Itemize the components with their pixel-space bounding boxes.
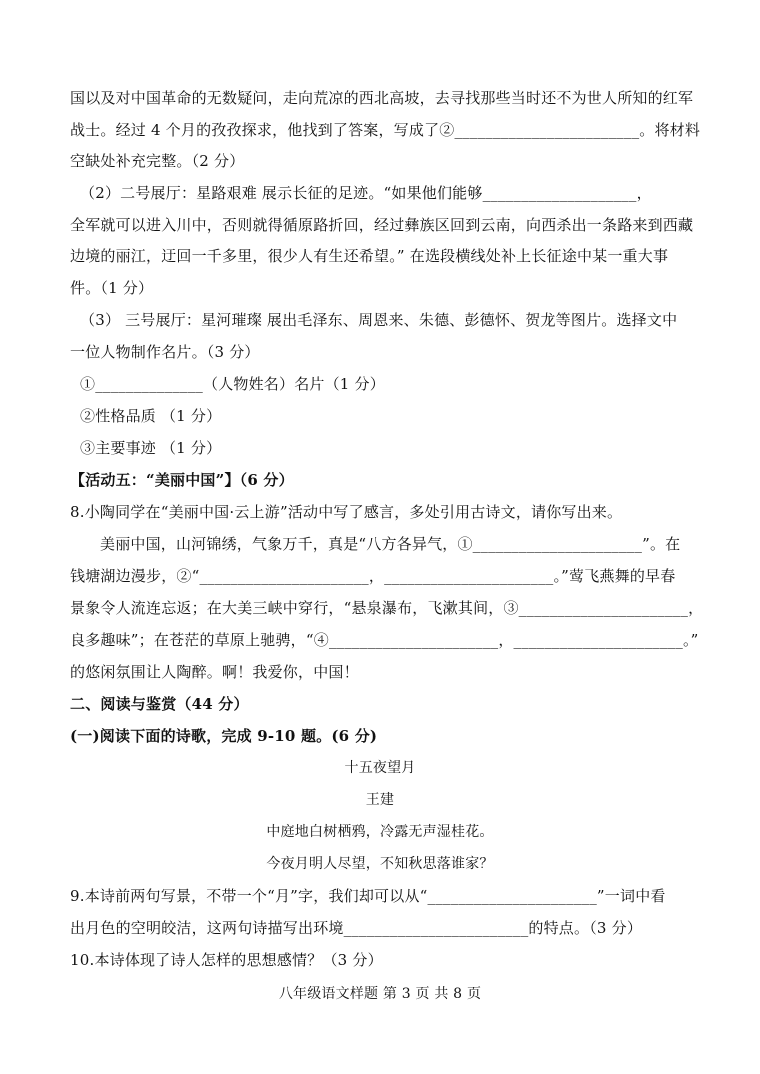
- question-part-3: （3） 三号展厅：星河璀璨 展出毛泽东、周恩来、朱德、彭德怀、贺龙等图片。选择文中: [80, 311, 678, 329]
- question-9: 9.本诗前两句写景，不带一个“月”字，我们却可以从“______________________”一词中看: [70, 887, 666, 905]
- text-line: 美丽中国，山河锦绣，气象万千，真是“八方各异气，①______________________”。在: [100, 535, 681, 553]
- reading-part-one-heading: (一)阅读下面的诗歌，完成 9-10 题。(6 分): [70, 727, 378, 745]
- text-line: 的悠闲氛围让人陶醉。啊！我爱你，中国！: [70, 663, 359, 681]
- poem-line-2: 今夜月明人尽望，不知秋思落谁家？: [266, 856, 494, 872]
- question-part-2: （2）二号展厅：星路艰难 展示长征的足迹。“如果他们能够____________________，: [80, 184, 652, 202]
- poem-title: 十五夜望月: [344, 760, 416, 776]
- text-line: 边境的丽江，迂回一千多里，很少人有生还希望。” 在选段横线处补上长征途中某一重大事: [70, 247, 669, 265]
- question-10: 10.本诗体现了诗人怎样的思想感情？（3 分）: [70, 951, 383, 969]
- card-item-character: ②性格品质 （1 分）: [80, 407, 222, 425]
- page-footer: 八年级语文样题 第 3 页 共 8 页: [278, 986, 482, 1002]
- card-item-deeds: ③主要事迹 （1 分）: [80, 439, 222, 457]
- activity-five-heading: 【活动五：“美丽中国”】（6 分）: [70, 471, 294, 489]
- text-line: 空缺处补充完整。（2 分）: [70, 152, 245, 170]
- text-line: 战士。经过 4 个月的孜孜探求，他找到了答案，写成了②________________________。将材料: [70, 121, 701, 139]
- text-line: 良多趣味”；在苍茫的草原上驰骋，“④______________________，______________________。”: [70, 631, 699, 649]
- question-8: 8.小陶同学在“美丽中国·云上游”活动中写了感言，多处引用古诗文，请你写出来。: [70, 503, 623, 521]
- text-line: 出月色的空明皎洁，这两句诗描写出环境________________________的特点。（3 分）: [70, 919, 643, 937]
- text-line: 全军就可以进入川中，否则就得循原路折回，经过彝族区回到云南，向西杀出一条路来到西藏: [70, 216, 694, 234]
- poem-author: 王建: [365, 792, 395, 808]
- text-line: 一位人物制作名片。（3 分）: [70, 343, 260, 361]
- text-line: 国以及对中国革命的无数疑问，走向荒凉的西北高坡，去寻找那些当时还不为世人所知的红军: [70, 89, 694, 107]
- text-line: 景象令人流连忘返；在大美三峡中穿行，“悬泉瀑布，飞漱其间，③______________________，: [70, 599, 704, 617]
- text-line: 钱塘湖边漫步，②“______________________，______________________。”莺飞燕舞的早春: [70, 567, 676, 585]
- card-item-name: ①______________（人物姓名）名片（1 分）: [80, 375, 385, 393]
- section-two-heading: 二、阅读与鉴赏（44 分）: [70, 695, 249, 713]
- text-line: 件。（1 分）: [70, 279, 154, 297]
- poem-line-1: 中庭地白树栖鸦，冷露无声湿桂花。: [266, 824, 494, 840]
